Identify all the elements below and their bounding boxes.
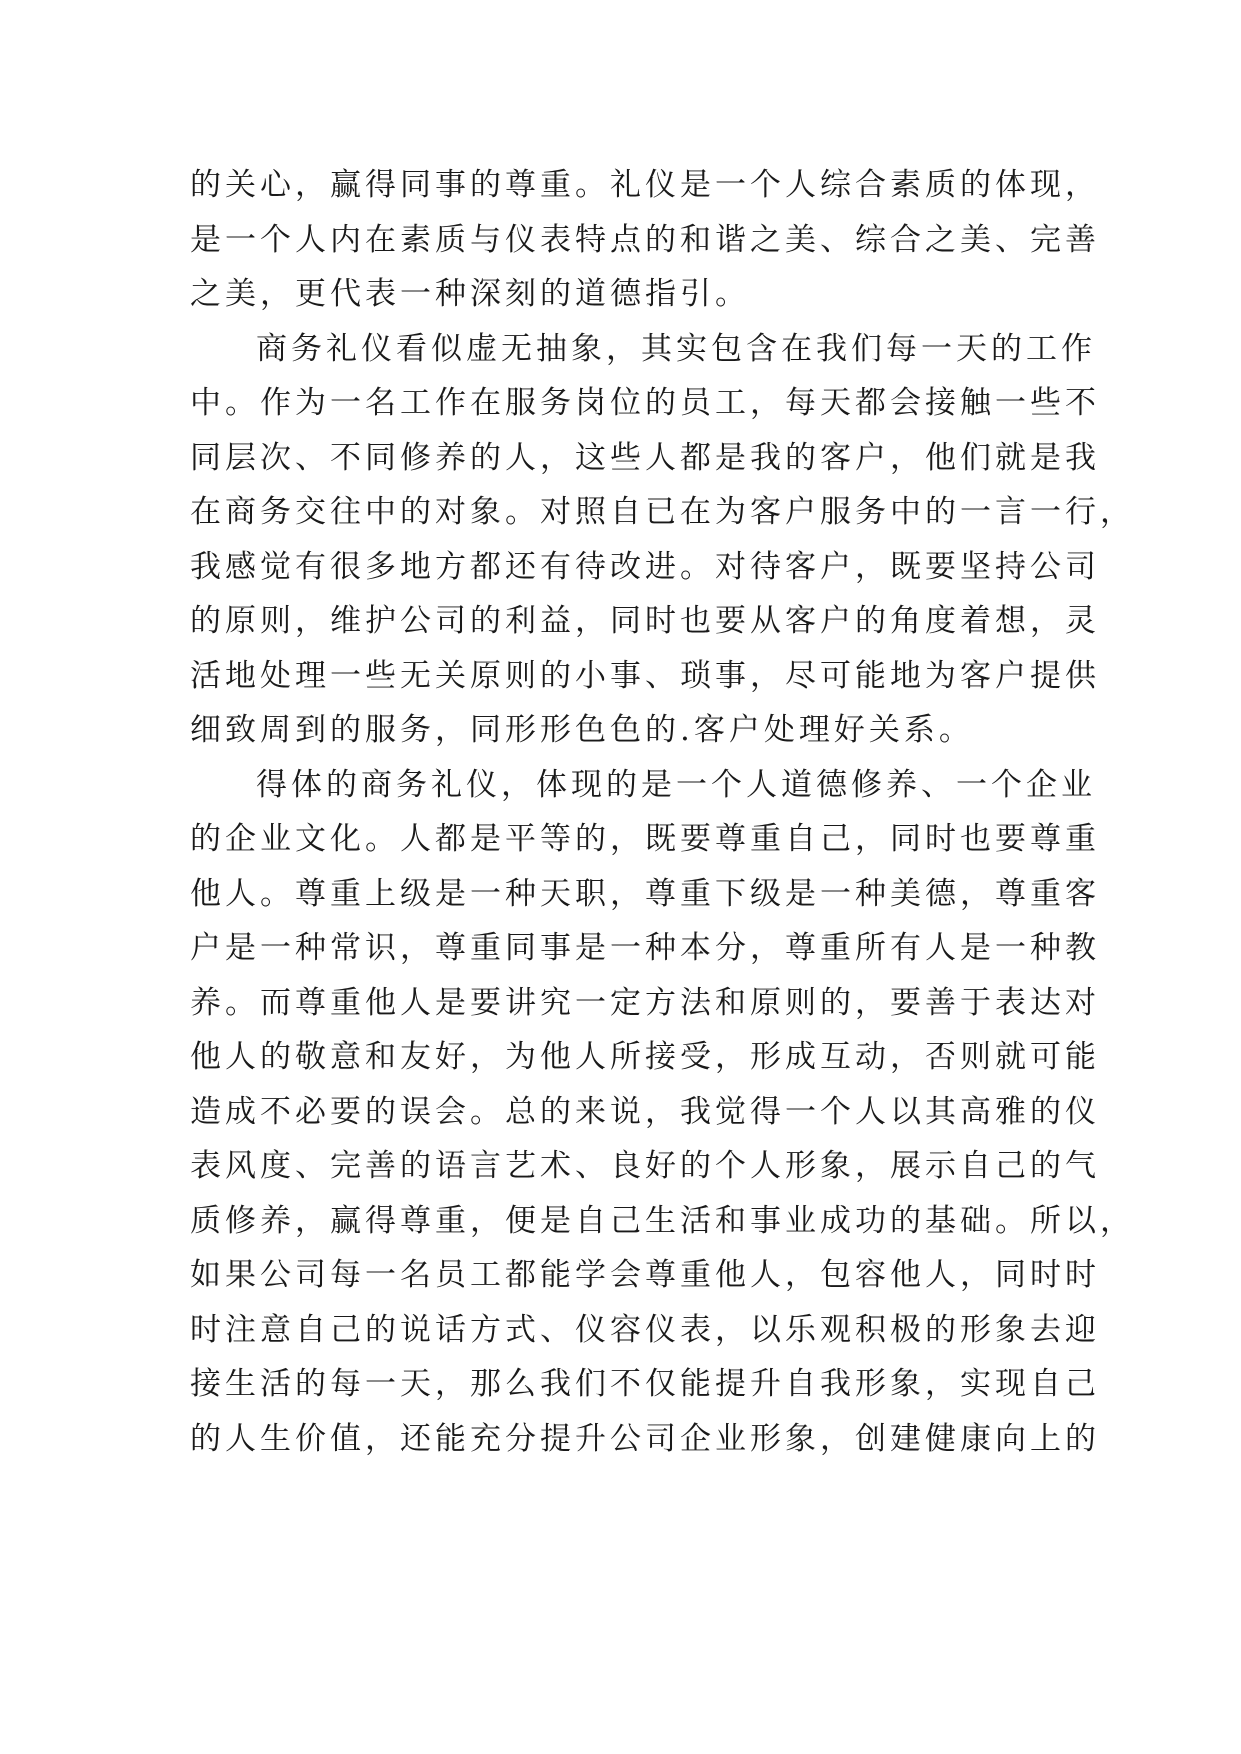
text-line: 活地处理一些无关原则的小事、琐事，尽可能地为客户提供 [190, 657, 1100, 694]
text-line: 的关心，赢得同事的尊重。礼仪是一个人综合素质的体现， [190, 167, 1100, 203]
text-line: 表风度、完善的语言艺术、良好的个人形象，展示自己的气 [190, 1148, 1100, 1184]
paragraph-start-line: 商务礼仪看似虚无抽象，其实包含在我们每一天的工作 [256, 330, 1096, 367]
paragraph-start-line: 得体的商务礼仪，体现的是一个人道德修养、一个企业 [256, 766, 1096, 803]
text-line: 接生活的每一天，那么我们不仅能提升自我形象，实现自己 [190, 1366, 1100, 1402]
body-text [190, 158, 1135, 1466]
text-line: 的企业文化。人都是平等的，既要尊重自己，同时也要尊重 [190, 821, 1100, 857]
text-line: 他人。尊重上级是一种天职，尊重下级是一种美德，尊重客 [190, 875, 1100, 912]
text-line: 在商务交往中的对象。对照自已在为客户服务中的一言一行， [190, 494, 1135, 530]
text-line: 的原则，维护公司的利益，同时也要从客户的角度着想，灵 [190, 603, 1100, 639]
text-line: 质修养，赢得尊重，便是自己生活和事业成功的基础。所以， [190, 1202, 1135, 1239]
text-line: 我感觉有很多地方都还有待改进。对待客户，既要坚持公司 [190, 548, 1100, 585]
text-line: 造成不必要的误会。总的来说，我觉得一个人以其高雅的仪 [190, 1093, 1100, 1130]
text-line: 如果公司每一名员工都能学会尊重他人，包容他人，同时时 [190, 1257, 1100, 1293]
text-line: 之美，更代表一种深刻的道德指引。 [190, 276, 750, 312]
text-line: 细致周到的服务，同形形色色的.客户处理好关系。 [190, 712, 974, 748]
text-line: 时注意自己的说话方式、仪容仪表，以乐观积极的形象去迎 [190, 1311, 1100, 1348]
text-line: 是一个人内在素质与仪表特点的和谐之美、综合之美、完善 [190, 221, 1100, 258]
text-line: 户是一种常识，尊重同事是一种本分，尊重所有人是一种教 [190, 930, 1100, 966]
text-line: 中。作为一名工作在服务岗位的员工，每天都会接触一些不 [190, 385, 1100, 421]
text-line: 同层次、不同修养的人，这些人都是我的客户，他们就是我 [190, 439, 1100, 476]
text-line: 他人的敬意和友好，为他人所接受，形成互动，否则就可能 [190, 1039, 1100, 1075]
text-line: 养。而尊重他人是要讲究一定方法和原则的，要善于表达对 [190, 984, 1100, 1021]
text-line: 的人生价值，还能充分提升公司企业形象，创建健康向上的 [190, 1420, 1100, 1457]
